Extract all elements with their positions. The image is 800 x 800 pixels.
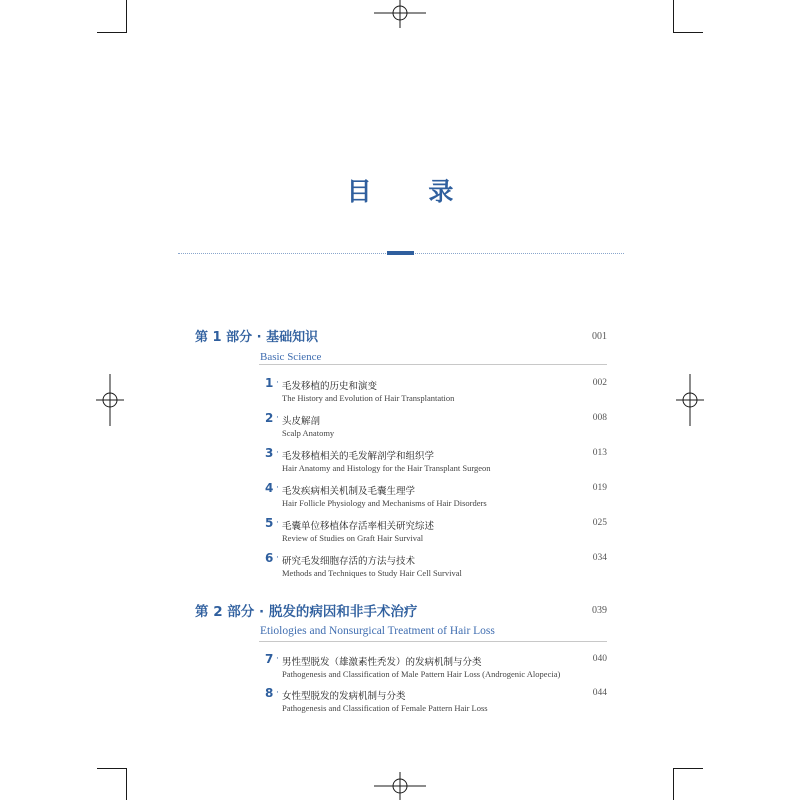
chapter-number: 1 (265, 376, 274, 390)
chapter-page-number: 019 (592, 483, 607, 493)
separator-dot: · (276, 378, 279, 388)
chapter-title-en: Hair Anatomy and Histology for the Hair Transplant Surgeon (282, 463, 491, 473)
chapter-title-en: Methods and Techniques to Study Hair Cell Survival (282, 568, 462, 578)
page-title: 目 录 (346, 177, 478, 206)
part-title-en: Basic Science (260, 351, 322, 363)
chapter-number: 5 (265, 516, 274, 530)
registration-mark-left (96, 374, 124, 426)
chapter-page-number: 013 (592, 448, 607, 458)
part-2-heading[interactable] (195, 604, 607, 638)
registration-mark-bottom (374, 772, 426, 800)
crop-mark (673, 0, 674, 33)
crop-mark (97, 768, 127, 769)
crop-mark (97, 32, 127, 33)
chapter-title-cn: 毛发移植相关的毛发解剖学和组织学 (282, 451, 435, 462)
chapter-title-cn: 毛发疾病相关机制及毛囊生理学 (282, 486, 416, 497)
chapter-title-en: Hair Follicle Physiology and Mechanisms of Hair Disorders (282, 498, 487, 508)
separator-dot: · (276, 413, 279, 423)
chapter-page-number: 008 (592, 413, 607, 423)
registration-mark-top (374, 0, 426, 28)
chapter-title-en: Scalp Anatomy (282, 428, 335, 438)
chapter-title-cn: 研究毛发细胞存活的方法与技术 (282, 556, 416, 567)
title-accent-bar (387, 251, 414, 255)
chapter-page-number: 034 (592, 553, 607, 563)
chapter-page-number: 002 (592, 378, 607, 388)
chapter-page-number: 040 (592, 654, 607, 664)
separator-dot: · (276, 553, 279, 563)
crop-mark (673, 768, 674, 800)
part-title-en: Etiologies and Nonsurgical Treatment of Hair Loss (260, 625, 495, 637)
part-page-number: 001 (592, 331, 607, 342)
chapter-title-cn: 头皮解剖 (282, 416, 321, 427)
chapter-page-number: 025 (592, 518, 607, 528)
crop-mark (126, 768, 127, 800)
separator-dot: · (276, 654, 279, 664)
part-divider (259, 641, 607, 642)
part-title-cn: 第 1 部分 · 基础知识 (195, 330, 319, 345)
separator-dot: · (276, 448, 279, 458)
chapter-number: 7 (265, 652, 274, 666)
crop-mark (126, 0, 127, 33)
chapter-number: 8 (265, 686, 274, 700)
part-page-number: 039 (592, 605, 607, 616)
chapter-title-en: Pathogenesis and Classification of Male Pattern Hair Loss (Androgenic Alopecia) (282, 669, 561, 679)
chapter-number: 4 (265, 481, 274, 495)
part-title-cn: 第 2 部分 · 脱发的病因和非手术治疗 (195, 604, 418, 620)
separator-dot: · (276, 518, 279, 528)
registration-mark-right (676, 374, 704, 426)
chapter-page-number: 044 (592, 688, 607, 698)
chapter-title-cn: 毛囊单位移植体存活率相关研究综述 (282, 521, 435, 532)
chapter-number: 3 (265, 446, 274, 460)
crop-mark (673, 768, 703, 769)
chapter-number: 6 (265, 551, 274, 565)
part-1-heading[interactable] (195, 330, 607, 364)
separator-dot: · (276, 688, 279, 698)
chapter-number: 2 (265, 411, 274, 425)
chapter-title-en: The History and Evolution of Hair Transplantation (282, 393, 455, 403)
chapter-title-cn: 男性型脱发（雄激素性秃发）的发病机制与分类 (282, 657, 482, 668)
chapter-title-en: Review of Studies on Graft Hair Survival (282, 533, 424, 543)
part-divider (259, 364, 607, 365)
chapter-title-cn: 女性型脱发的发病机制与分类 (282, 691, 406, 702)
chapter-title-en: Pathogenesis and Classification of Female Pattern Hair Loss (282, 703, 488, 713)
chapter-title-cn: 毛发移植的历史和演变 (282, 381, 378, 392)
separator-dot: · (276, 483, 279, 493)
crop-mark (673, 32, 703, 33)
